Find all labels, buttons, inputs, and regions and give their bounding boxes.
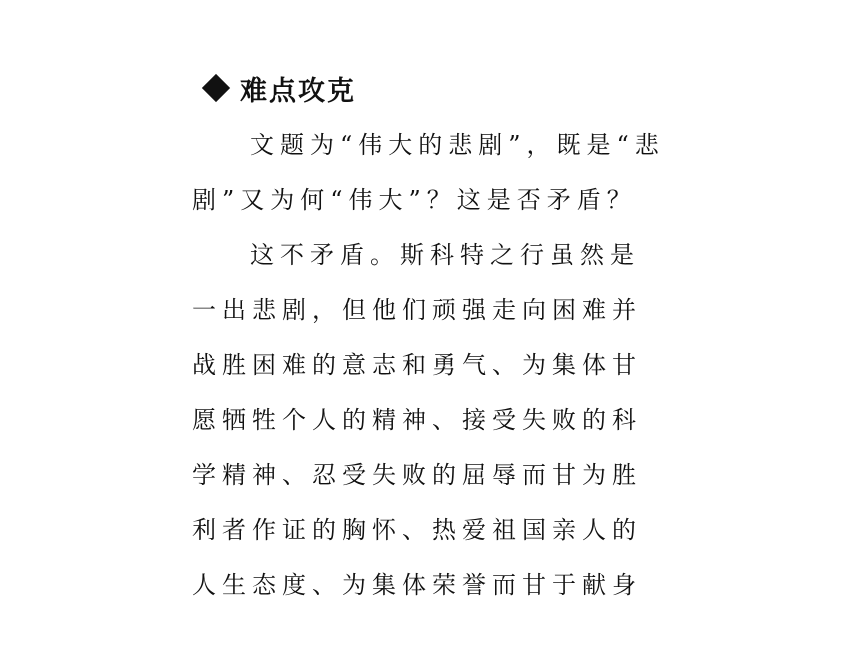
answer-line-6: 利者作证的胸怀、热爱祖国亲人的 [192,516,642,544]
answer-line-4: 愿牺牲个人的精神、接受失败的科 [192,406,642,434]
answer-line-7: 人生态度、为集体荣誉而甘于献身 [192,571,642,599]
answer-line-1: 这不矛盾。斯科特之行虽然是 [250,241,640,269]
question-line-2: 剧”又为何“伟大”？这是否矛盾？ [192,186,637,214]
diamond-bullet-icon [202,74,230,102]
section-heading-title: 难点攻克 [240,75,356,107]
section-heading [200,68,356,108]
question-line-1: 文题为“伟大的悲剧”，既是“悲 [250,131,665,159]
answer-line-2: 一出悲剧，但他们顽强走向困难并 [192,296,642,324]
answer-line-3: 战胜困难的意志和勇气、为集体甘 [192,351,642,379]
body-text [192,118,665,613]
answer-line-5: 学精神、忍受失败的屈辱而甘为胜 [192,461,642,489]
